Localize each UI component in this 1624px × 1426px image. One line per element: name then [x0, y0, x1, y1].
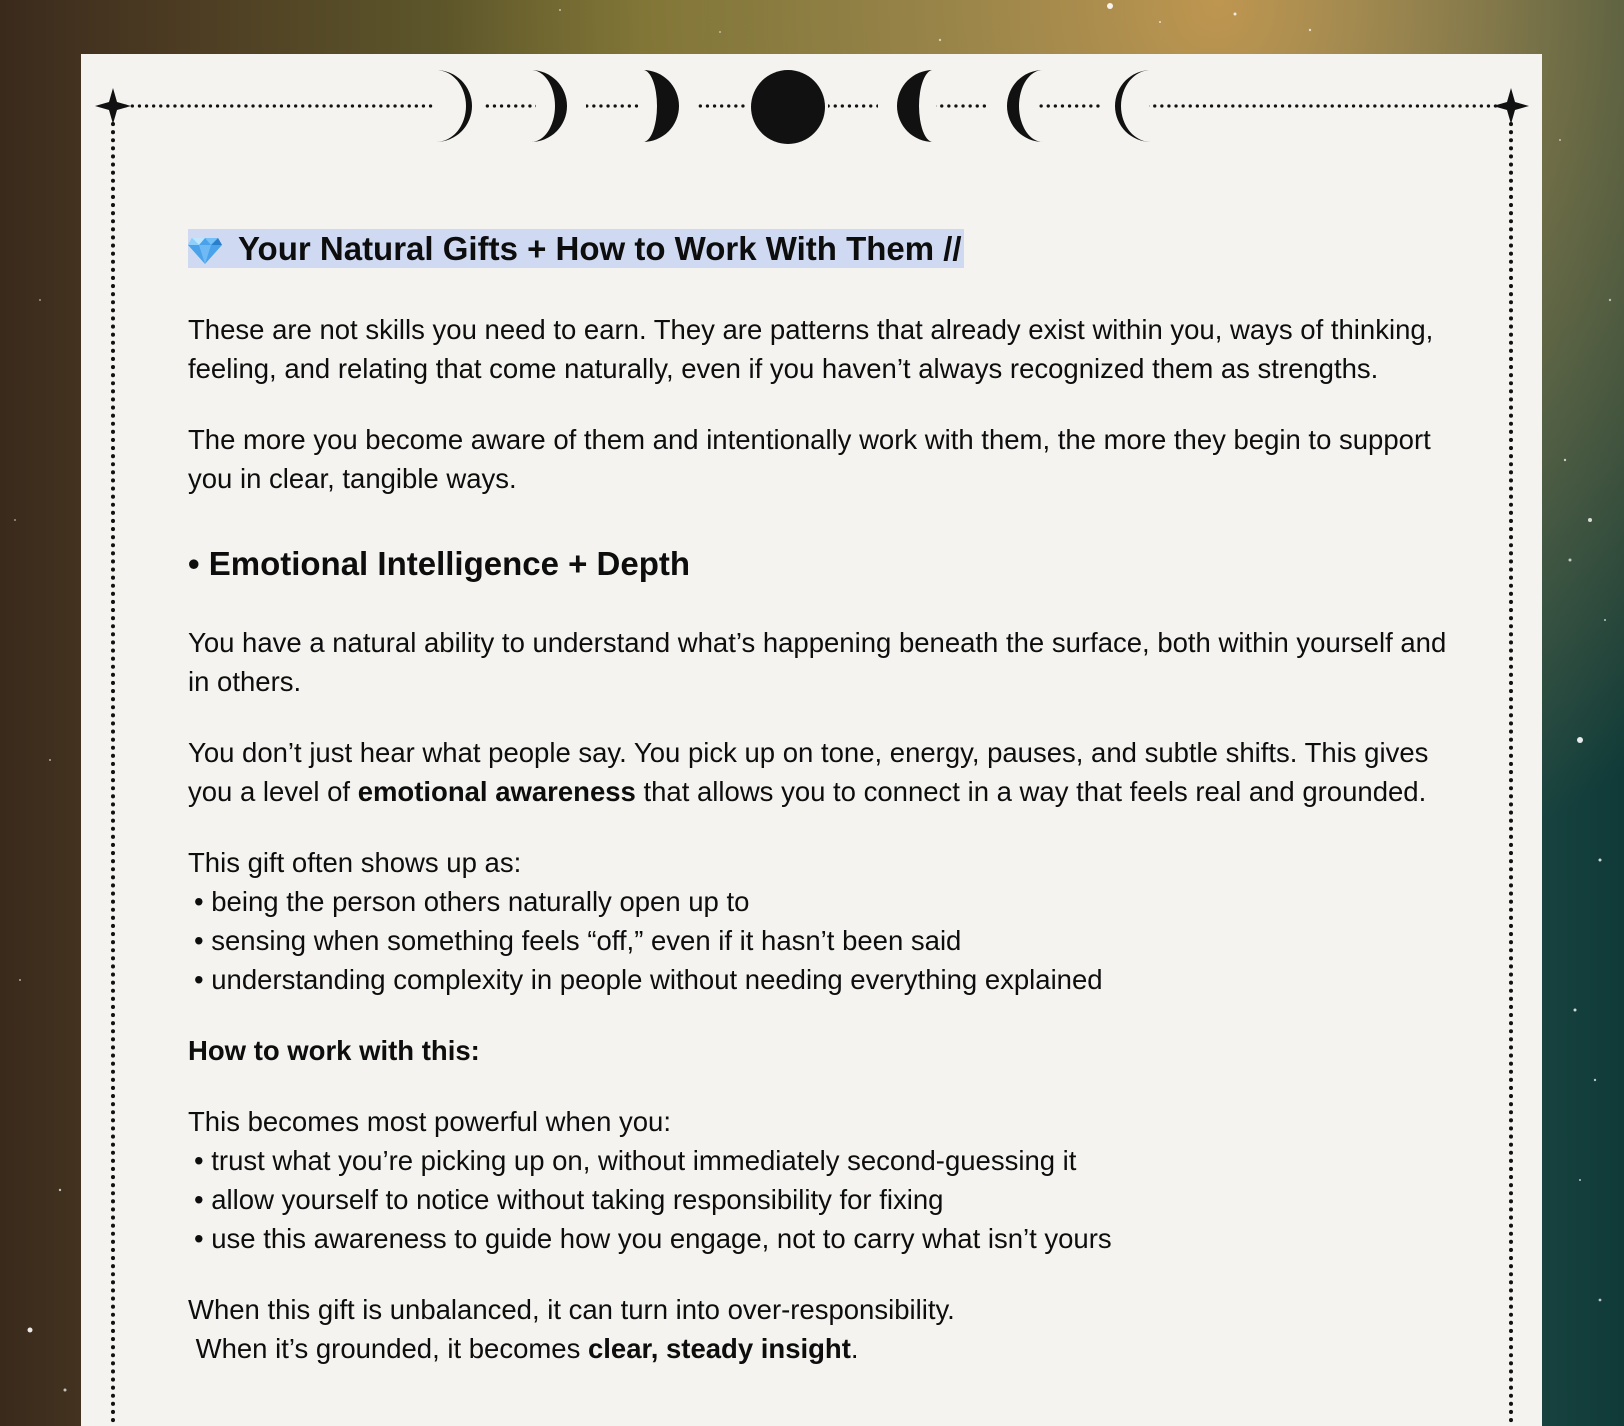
- document-content: [188, 229, 1458, 1368]
- list-item: • trust what you’re picking up on, without immediately second-guessing it: [194, 1144, 1077, 1176]
- closing-line-1: When this gift is unbalanced, it can turn into over-responsibility.: [188, 1293, 955, 1325]
- closing-line-2: When it’s grounded, it becomes clear, steady insight.: [188, 1332, 859, 1364]
- corner-star-icon: [1493, 88, 1529, 124]
- closing-paragraph: [188, 1290, 1458, 1368]
- moon-full-icon: [751, 70, 825, 144]
- title-text: Your Natural Gifts + How to Work With Them //: [238, 230, 962, 267]
- corner-star-icon: [95, 88, 131, 124]
- intro-paragraph-2: The more you become aware of them and intentionally work with them, the more they begin to support you in clear, tangible ways.: [188, 423, 1431, 494]
- emphasis-emotional-awareness: emotional awareness: [357, 775, 636, 807]
- shows-up-list: [188, 843, 1458, 999]
- list-item: • use this awareness to guide how you engage, not to carry what isn’t yours: [194, 1222, 1112, 1254]
- section-heading: • Emotional Intelligence + Depth: [188, 544, 691, 582]
- list-intro: This gift often shows up as:: [188, 846, 522, 878]
- page-title: [188, 229, 964, 268]
- emphasis-clear-steady-insight: clear, steady insight: [588, 1332, 851, 1364]
- how-to-label: How to work with this:: [188, 1034, 480, 1066]
- powerful-list: [188, 1102, 1458, 1258]
- section-paragraph-1: You have a natural ability to understand what’s happening beneath the surface, both within yourself and in others.: [188, 626, 1447, 697]
- list-item: • allow yourself to notice without taking responsibility for fixing: [194, 1183, 944, 1215]
- list-intro: This becomes most powerful when you:: [188, 1105, 671, 1137]
- section-paragraph-2: You don’t just hear what people say. You pick up on tone, energy, pauses, and subtle shifts. This gives you a level of emotional awareness that allows you to connect in a way that feels real and grounded.: [188, 736, 1429, 807]
- list-item: • sensing when something feels “off,” even if it hasn’t been said: [194, 924, 962, 956]
- list-item: • understanding complexity in people without needing everything explained: [194, 963, 1103, 995]
- gem-icon: [188, 234, 222, 264]
- intro-paragraph-1: These are not skills you need to earn. They are patterns that already exist within you, ways of thinking, feeling, and relating that come naturally, even if you haven’t always recognized them as strengths.: [188, 313, 1434, 384]
- document-page: [81, 54, 1542, 1426]
- list-item: • being the person others naturally open up to: [194, 885, 750, 917]
